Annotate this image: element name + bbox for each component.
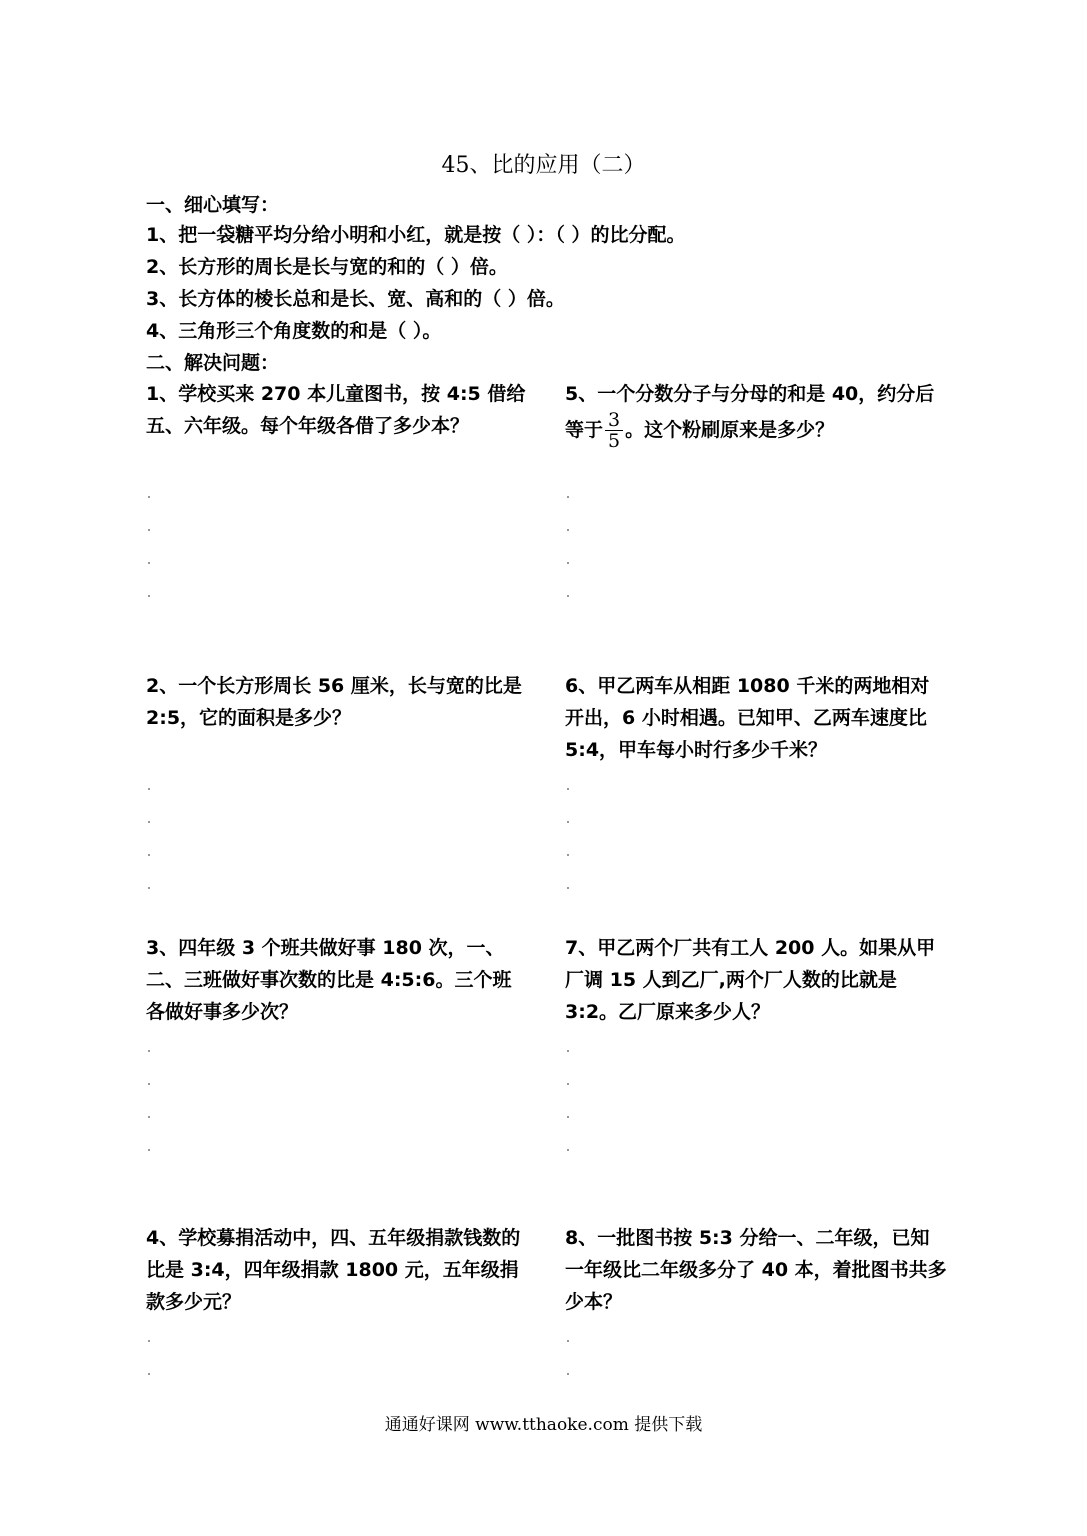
answer-space-1: [148, 496, 152, 628]
page-title: 45、比的应用（二）: [441, 153, 646, 178]
answer-space-7: [567, 1050, 571, 1182]
answer-space-2: [148, 788, 152, 920]
problem-8: 8、一批图书按 5:3 分给一、二年级，已知一年级比二年级多分了 40 本，着批图书共多少本？: [565, 1227, 947, 1313]
fraction-denominator: 5: [608, 430, 621, 452]
fill-item-1: 1、把一袋糖平均分给小明和小红，就是按（ ）：（ ）的比分配。: [146, 224, 686, 246]
problem-4: 4、学校募捐活动中，四、五年级捐款钱数的比是 3:4，四年级捐款 1800 元，五年级捐款多少元？: [146, 1227, 521, 1313]
fill-item-3: 3、长方体的棱长总和是长、宽、高和的（ ）倍。: [146, 288, 565, 310]
answer-space-3: [148, 1050, 152, 1182]
fraction: [605, 410, 623, 451]
problem-6: 6、甲乙两车从相距 1080 千米的两地相对开出，6 小时相遇。已知甲、乙两车速度比 5:4，甲车每小时行多少千米？: [565, 675, 930, 761]
fraction-numerator: 3: [605, 410, 623, 431]
section-1-heading: 一、细心填写：: [146, 194, 280, 216]
problem-3: 3、四年级 3 个班共做好事 180 次，一、二、三班做好事次数的比是 4:5:6。三个班各做好事多少次？: [146, 937, 512, 1023]
problem-2: 2、一个长方形周长 56 厘米，长与宽的比是 2:5，它的面积是多少？: [146, 675, 522, 729]
answer-space-5: [567, 496, 571, 628]
fill-item-2: 2、长方形的周长是长与宽的和的（ ）倍。: [146, 256, 508, 278]
section-2-heading: 二、解决问题：: [146, 352, 280, 374]
footer: 通通好课网 www.tthaoke.com 提供下载: [384, 1415, 703, 1435]
answer-space-8: [567, 1340, 571, 1406]
problem-7: 7、甲乙两个厂共有工人 200 人。如果从甲厂调 15 人到乙厂,两个厂人数的比就是 3:2。乙厂原来多少人？: [565, 937, 936, 1023]
problem-1: 1、学校买来 270 本儿童图书，按 4:5 借给五、六年级。每个年级各借了多少本？: [146, 383, 526, 437]
problem-5: [565, 378, 947, 451]
problem-5-text-after: 。这个粉刷原来是多少？: [625, 419, 835, 441]
problem-5-text-before: 5、一个分数分子与分母的和是 40，约分后等于: [565, 383, 935, 441]
answer-space-4: [148, 1340, 152, 1406]
fill-item-4: 4、三角形三个角度数的和是（ ）。: [146, 320, 442, 342]
answer-space-6: [567, 788, 571, 920]
